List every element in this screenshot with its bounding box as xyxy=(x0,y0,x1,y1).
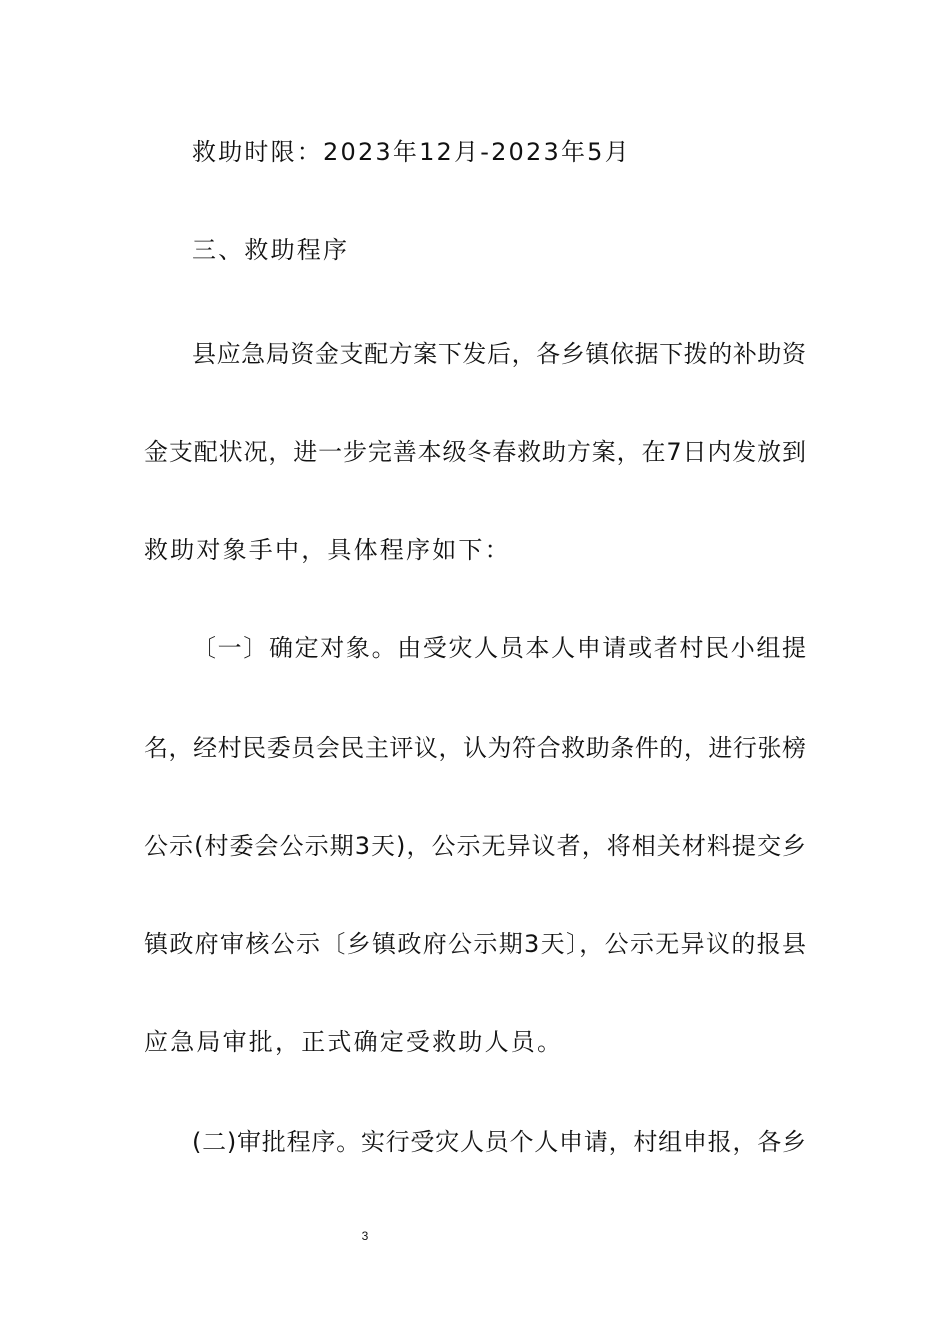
paragraph-line: 镇政府审核公示〔乡镇政府公示期3天〕，公示无异议的报县 xyxy=(144,930,806,958)
section-heading-relief-procedure: 三、救助程序 xyxy=(192,236,350,264)
paragraph-line: 县应急局资金支配方案下发后，各乡镇依据下拨的补助资 xyxy=(192,340,806,368)
paragraph-line: 救助对象手中，具体程序如下： xyxy=(144,536,511,564)
paragraph-relief-period: 救助时限：2023年12月-2023年5月 xyxy=(192,138,631,166)
paragraph-line: 应急局审批，正式确定受救助人员。 xyxy=(144,1028,564,1056)
paragraph-line: 金支配状况，进一步完善本级冬春救助方案，在7日内发放到 xyxy=(144,438,806,466)
paragraph-line: 公示(村委会公示期3天)，公示无异议者，将相关材料提交乡 xyxy=(144,832,806,860)
paragraph-line: (二)审批程序。实行受灾人员个人申请，村组申报，各乡 xyxy=(192,1128,806,1156)
paragraph-line: 名，经村民委员会民主评议，认为符合救助条件的，进行张榜 xyxy=(144,734,806,762)
paragraph-line: 〔一〕确定对象。由受灾人员本人申请或者村民小组提 xyxy=(192,634,806,662)
page-number: 3 xyxy=(361,1229,369,1243)
